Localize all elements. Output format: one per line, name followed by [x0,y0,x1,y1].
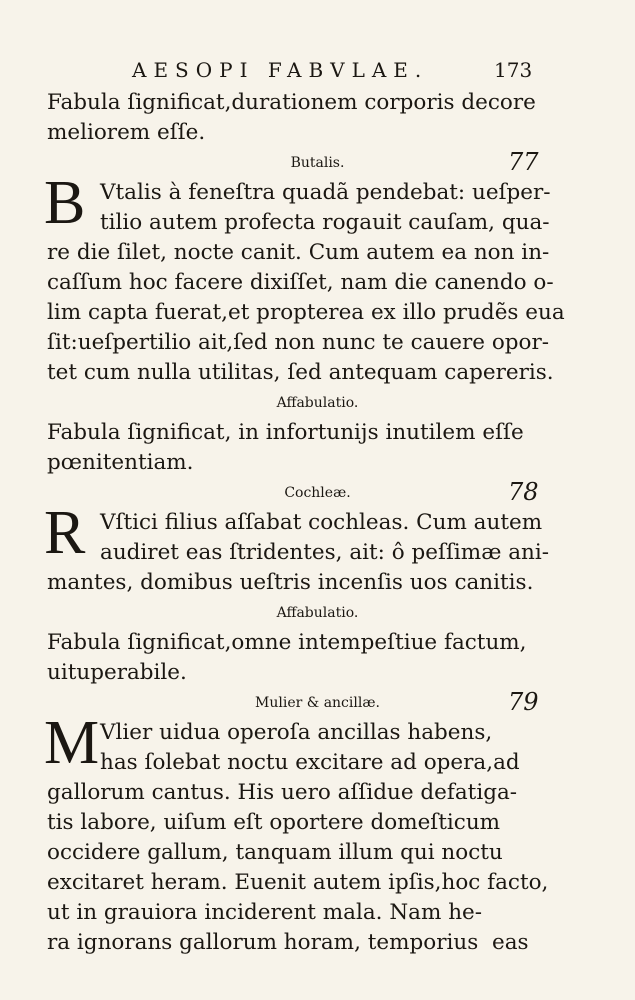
text-line: ra ignorans gallorum horam, temporius [47,930,479,955]
text-line: Fabula ſignificat,omne intempeſtiue factum, [47,630,527,655]
text-line: ſit:ueſpertilio ait,ſed non nunc te cauere opor- [47,330,550,355]
text-line: Vlier uidua operoſa ancillas habens, [100,720,493,745]
moral-heading: Affabulatio. [276,605,359,621]
text-line: has ſolebat noctu excitare ad opera,ad [100,750,520,775]
text-line: lim capta fuerat,et propterea ex illo prudẽs eua [47,300,565,325]
text-line: Fabula ſignificat,durationem corporis decore [47,90,536,115]
initial-letter: R [44,499,86,567]
text-line: meliorem eſſe. [47,120,206,145]
text-line: tet cum nulla utilitas, ſed antequam capereris. [47,360,554,385]
text-line: pœnitentiam. [47,450,194,475]
text-line: audiret eas ſtridentes, ait: ô peſſimæ ani- [100,540,550,565]
fable-title: Mulier & ancillæ. [255,695,380,711]
text-line: caſſum hoc facere dixiſſet, nam die canendo o- [47,270,554,295]
text-line: tilio autem profecta rogauit cauſam, qua- [100,210,550,235]
text-line: occidere gallum, tanquam illum qui noctu [47,840,503,865]
fable-number: 77 [508,148,539,176]
page-number: 173 [494,58,533,82]
text-line: excitaret heram. Euenit autem ipſis,hoc facto, [47,870,549,895]
text-line: uituperabile. [47,660,187,685]
fable-title: Cochleæ. [284,485,351,501]
moral-heading: Affabulatio. [276,395,359,411]
text-line: tis labore, uiſum eſt oportere domeſticum [47,810,501,835]
catchword: eas [492,930,529,955]
text-line: mantes, domibus ueſtris incenſis uos canitis. [47,570,534,595]
initial-letter: M [44,709,100,777]
text-line: Vtalis à feneſtra quadã pendebat: ueſper- [100,180,551,205]
fable-title: Butalis. [290,155,345,171]
text-line: re die ſilet, nocte canit. Cum autem ea non in- [47,240,550,265]
fable-number: 79 [508,688,539,716]
text-line: ut in grauiora inciderent mala. Nam he- [47,900,483,925]
text-line: Vſtici filius aſſabat cochleas. Cum autem [100,510,543,535]
text-line: Fabula ſignificat, in infortunijs inutilem eſſe [47,420,524,445]
text-line: gallorum cantus. His uero aſſidue defatiga- [47,780,518,805]
running-title: AESOPI FABVLAE. [132,58,429,82]
initial-letter: B [44,169,86,237]
fable-number: 78 [508,478,539,506]
